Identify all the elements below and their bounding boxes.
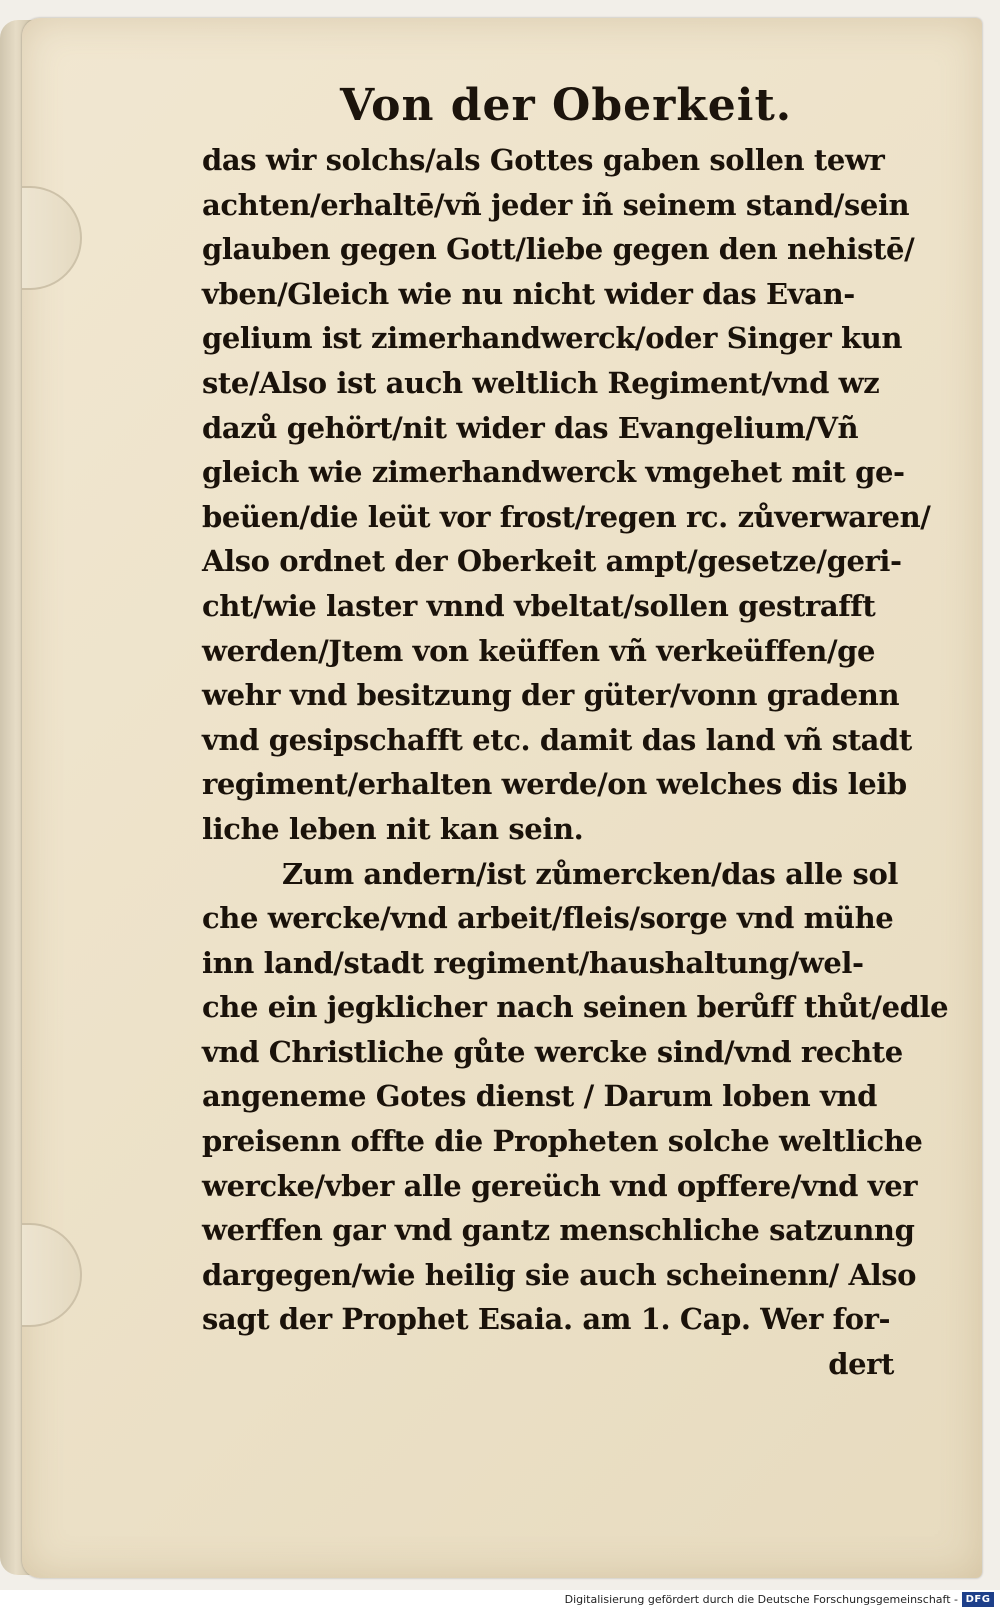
text-line: achten/erhaltē/vñ jeder iñ seinem stand/sein bbox=[202, 187, 910, 222]
text-line: gelium ist zimerhandwerck/oder Singer kun bbox=[202, 321, 903, 356]
page-heading: Von der Oberkeit. bbox=[340, 80, 793, 131]
text-line: vnd Christliche gůte wercke sind/vnd rechte bbox=[202, 1034, 903, 1069]
text-line: wercke/vber alle gereüch vnd opffere/vnd ver bbox=[202, 1168, 918, 1203]
text-line: regiment/erhalten werde/on welches dis leib bbox=[202, 767, 907, 802]
footer-bar bbox=[0, 1590, 1000, 1614]
text-line: Zum andern/ist zůmercken/das alle sol bbox=[282, 856, 899, 891]
text-line: inn land/stadt regiment/haushaltung/wel- bbox=[202, 945, 864, 980]
book-clip-bottom bbox=[22, 1223, 82, 1327]
text-line: che ein jegklicher nach seinen berůff thůt/edle bbox=[202, 990, 949, 1025]
text-line: das wir solchs/als Gottes gaben sollen tewr bbox=[202, 143, 885, 177]
text-line: vben/Gleich wie nu nicht wider das Evan- bbox=[202, 276, 855, 311]
text-line: liche leben nit kan sein. bbox=[202, 811, 584, 846]
text-line: dazů gehört/nit wider das Evangelium/Vñ bbox=[202, 410, 859, 445]
text-line: sagt der Prophet Esaia. am 1. Cap. Wer for- bbox=[202, 1302, 891, 1337]
text-line: ste/Also ist auch weltlich Regiment/vnd wz bbox=[202, 365, 880, 400]
funding-credit: Digitalisierung gefördert durch die Deutsche Forschungsgemeinschaft - bbox=[564, 1593, 958, 1606]
body-text bbox=[202, 138, 949, 1387]
text-line: che wercke/vnd arbeit/fleis/sorge vnd mühe bbox=[202, 901, 894, 936]
text-line: Also ordnet der Oberkeit ampt/gesetze/geri- bbox=[202, 544, 902, 579]
book-clip-top bbox=[22, 186, 82, 290]
text-line: cht/wie laster vnnd vbeltat/sollen gestrafft bbox=[202, 588, 876, 623]
dfg-logo: DFG bbox=[962, 1592, 994, 1607]
text-line: dargegen/wie heilig sie auch scheinenn/ Also bbox=[202, 1257, 917, 1292]
text-line: werffen gar vnd gantz menschliche satzunng bbox=[202, 1213, 915, 1248]
text-line: vnd gesipschafft etc. damit das land vñ stadt bbox=[202, 722, 912, 757]
text-line: preisenn offte die Propheten solche weltliche bbox=[202, 1124, 923, 1159]
text-line: wehr vnd besitzung der güter/vonn gradenn bbox=[202, 678, 900, 713]
text-line: glauben gegen Gott/liebe gegen den nehistē/ bbox=[202, 232, 915, 267]
text-line: beüen/die leüt vor frost/regen rc. zůverwaren/ bbox=[202, 499, 931, 534]
text-line: werden/Jtem von keüffen vñ verkeüffen/ge bbox=[202, 633, 876, 668]
text-line: gleich wie zimerhandwerck vmgehet mit ge- bbox=[202, 455, 905, 490]
catchword: dert bbox=[828, 1347, 894, 1382]
text-line: angeneme Gotes dienst / Darum loben vnd bbox=[202, 1079, 878, 1114]
